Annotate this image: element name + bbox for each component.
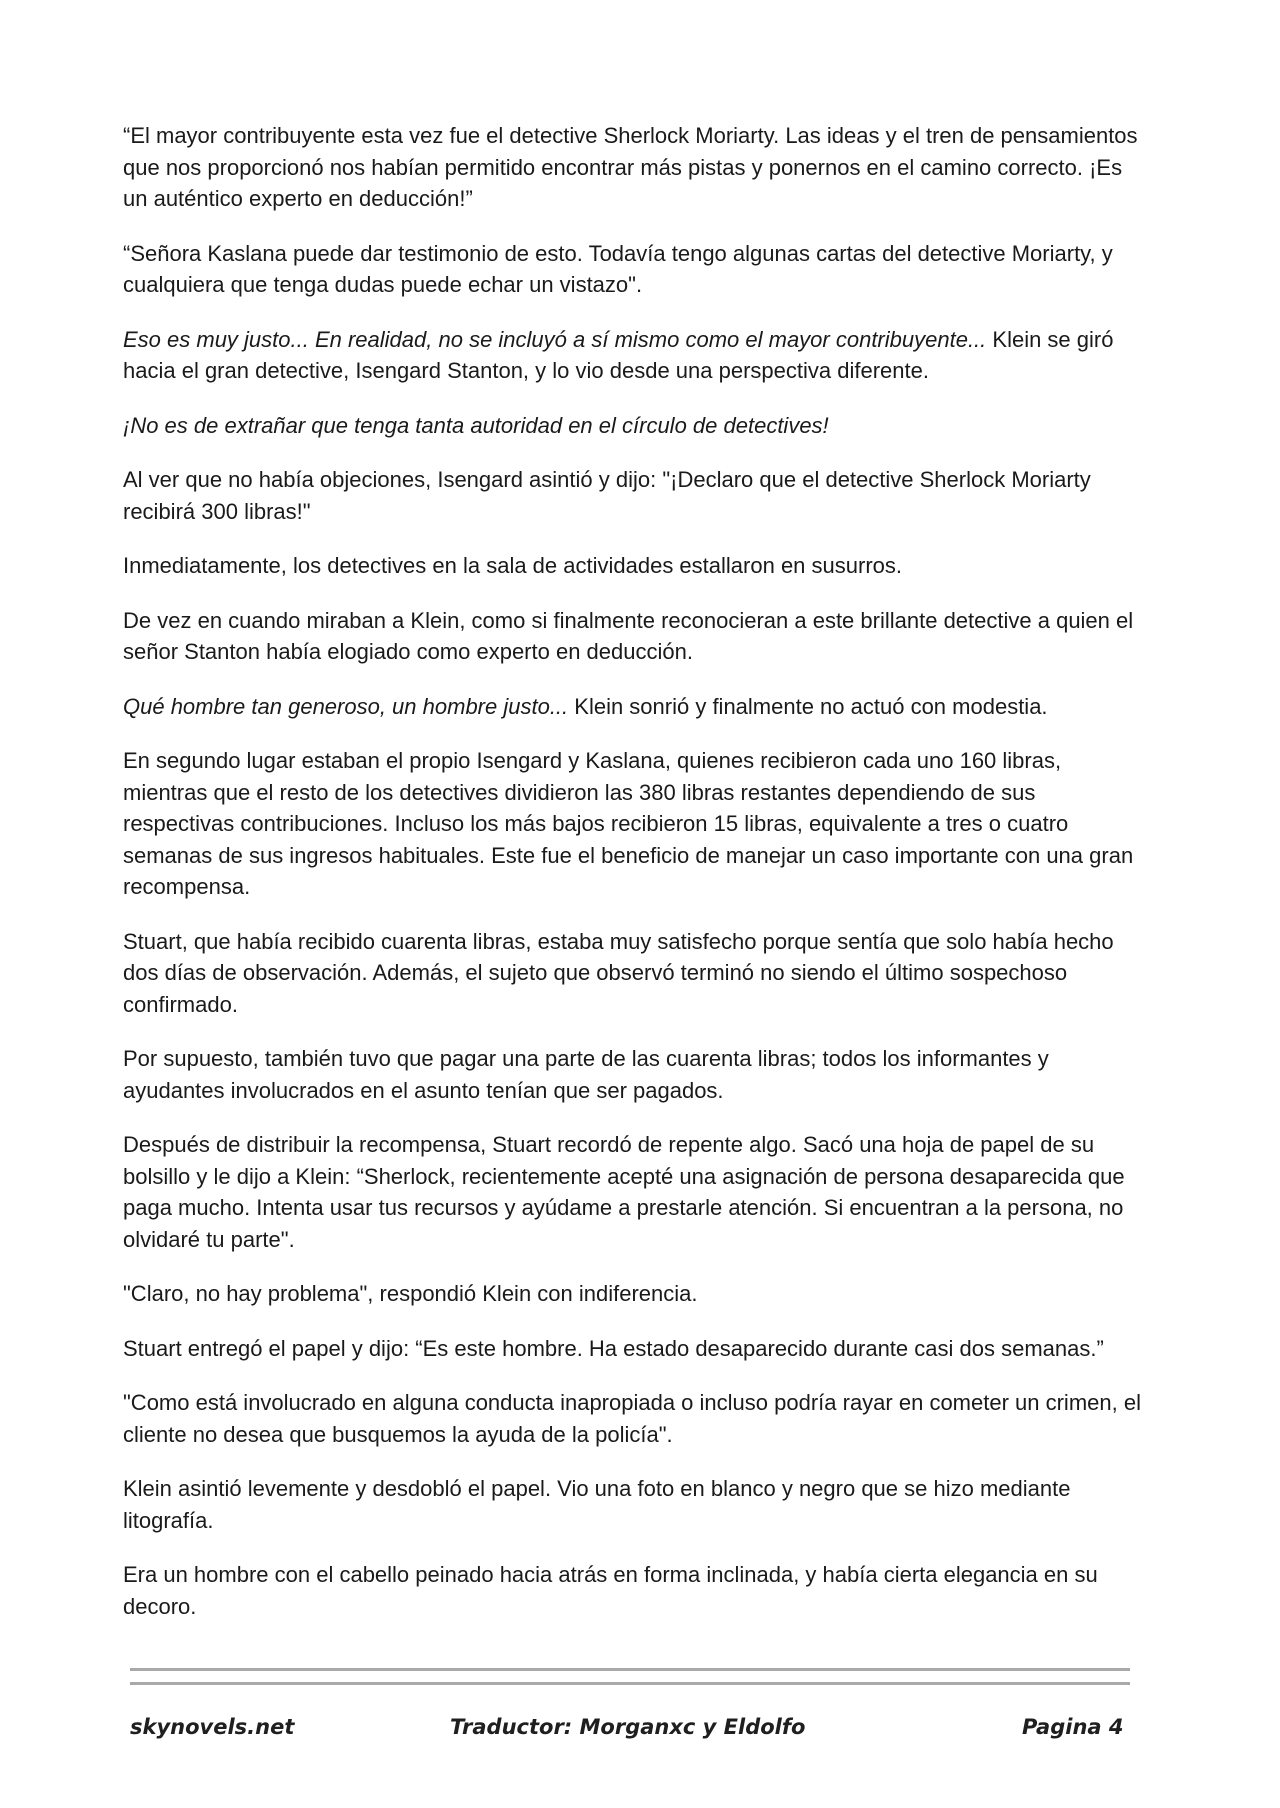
text-segment: Después de distribuir la recompensa, Stuart recordó de repente algo. Sacó una hoja de papel de su bolsillo y le dijo a Klein: “Sherlock, recientemente acepté una asignación de persona desaparecida que paga mucho. Intenta usar tus recursos y ayúdame a prestarle atención. Si encuentran a la persona, no olvidaré tu parte". (123, 1132, 1125, 1252)
text-segment: Al ver que no había objeciones, Isengard asintió y dijo: "¡Declaro que el detective Sherlock Moriarty recibirá 300 libras!" (123, 467, 1091, 524)
paragraph (123, 120, 1143, 215)
text-segment: Por supuesto, también tuvo que pagar una parte de las cuarenta libras; todos los informantes y ayudantes involucrados en el asunto tenían que ser pagados. (123, 1046, 1049, 1103)
paragraph (123, 464, 1143, 527)
text-segment: Stuart, que había recibido cuarenta libras, estaba muy satisfecho porque sentía que solo había hecho dos días de observación. Además, el sujeto que observó terminó no siendo el último sospechoso confirmado. (123, 928, 1114, 1017)
text-segment: Klein sonrió y finalmente no actuó con modestia. (568, 693, 1048, 719)
text-segment: “Señora Kaslana puede dar testimonio de esto. Todavía tengo algunas cartas del detective Moriarty, y cualquiera que tenga dudas puede echar un vistazo". (123, 240, 1113, 297)
paragraph (123, 1129, 1143, 1255)
italic-text: ¡No es de extrañar que tenga tanta autoridad en el círculo de detectives! (123, 412, 829, 438)
footer-site: skynovels.net (130, 1715, 295, 1739)
paragraph (123, 926, 1143, 1021)
text-segment: Inmediatamente, los detectives en la sala de actividades estallaron en susurros. (123, 553, 902, 578)
italic-text: Eso es muy justo... En realidad, no se incluyó a sí mismo como el mayor contribuyente... (123, 326, 987, 352)
footer-page-number: Pagina 4 (1022, 1715, 1124, 1739)
paragraph (123, 550, 1143, 582)
text-segment: "Claro, no hay problema", respondió Klein con indiferencia. (123, 1281, 698, 1306)
paragraph (123, 410, 1143, 442)
paragraph (123, 605, 1143, 668)
body-text (123, 120, 1143, 1645)
footer-divider-bottom (130, 1682, 1130, 1685)
paragraph (123, 1333, 1143, 1365)
text-segment: “El mayor contribuyente esta vez fue el detective Sherlock Moriarty. Las ideas y el tren de pensamientos que nos proporcionó nos habían permitido encontrar más pistas y ponernos en el camino correcto. ¡Es un auténtico experto en deducción!” (123, 123, 1138, 211)
paragraph (123, 691, 1143, 723)
paragraph (123, 324, 1143, 387)
paragraph (123, 1559, 1143, 1622)
italic-text: Qué hombre tan generoso, un hombre justo... (123, 693, 569, 719)
footer-divider-top (130, 1668, 1130, 1671)
text-segment: Era un hombre con el cabello peinado hacia atrás en forma inclinada, y había cierta elegancia en su decoro. (123, 1562, 1098, 1619)
paragraph (123, 1473, 1143, 1536)
paragraph (123, 1043, 1143, 1106)
text-segment: En segundo lugar estaban el propio Isengard y Kaslana, quienes recibieron cada uno 160 libras, mientras que el resto de los detectives dividieron las 380 libras restantes dependiendo de sus respectivas contribuciones. Incluso los más bajos recibieron 15 libras, equivalente a tres o cuatro semanas de sus ingresos habituales. Este fue el beneficio de manejar un caso importante con una gran recompensa. (123, 748, 1134, 899)
text-segment: De vez en cuando miraban a Klein, como si finalmente reconocieran a este brillante detective a quien el señor Stanton había elogiado como experto en deducción. (123, 607, 1134, 664)
text-segment: Klein se giró hacia el gran detective, Isengard Stanton, y lo vio desde una perspectiva diferente. (123, 326, 1114, 383)
paragraph (123, 745, 1143, 903)
text-segment: Stuart entregó el papel y dijo: “Es este hombre. Ha estado desaparecido durante casi dos semanas.” (123, 1335, 1104, 1361)
text-segment: Klein asintió levemente y desdobló el papel. Vio una foto en blanco y negro que se hizo mediante litografía. (123, 1476, 1071, 1533)
paragraph (123, 238, 1143, 301)
text-segment: "Como está involucrado en alguna conducta inapropiada o incluso podría rayar en cometer un crimen, el cliente no desea que busquemos la ayuda de la policía". (123, 1390, 1141, 1447)
paragraph (123, 1387, 1143, 1450)
footer-translator: Traductor: Morganxc y Eldolfo (450, 1715, 806, 1739)
paragraph (123, 1278, 1143, 1310)
